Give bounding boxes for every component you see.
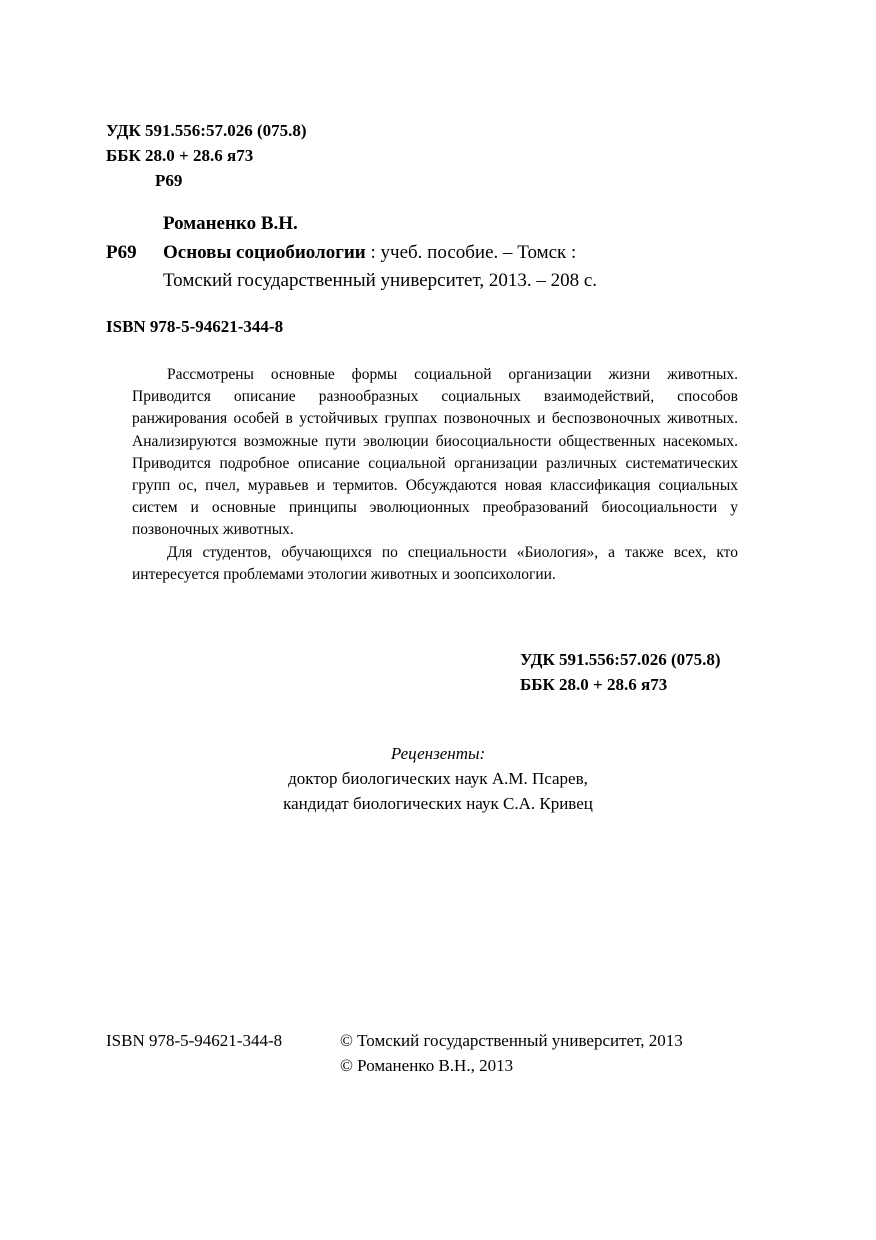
copyright-university: © Томский государственный университет, 2013	[340, 1031, 683, 1050]
bbk-code-repeat: ББК 28.0 + 28.6 я73	[520, 675, 668, 694]
bib-details: : учеб. пособие. – Томск :	[365, 242, 577, 263]
annotation-paragraph-1: Рассмотрены основные формы социальной организации жизни животных. Приводится описание разнообразных социальных взаимодействий, способов ранжирования особей в устойчивых группах позвоночных и беспозвоночных животных. Анализируются возможные пути эволюции биосоциальности общественных насекомых. Приводится подробное описание социальной организации различных систематических групп ос, пчел, муравьев и термитов. Обсуждаются новая классификация социальных систем и основные принципы эволюционных преобразований биосоциальности у позвоночных животных.	[132, 366, 738, 539]
author-mark: Р69	[155, 171, 183, 190]
udk-code-repeat: УДК 591.556:57.026 (075.8)	[520, 650, 721, 669]
bib-publisher-line: Томский государственный университет, 2013. – 208 с.	[163, 270, 598, 291]
footer-isbn: ISBN 978-5-94621-344-8	[106, 1031, 283, 1050]
reviewer-2: кандидат биологических наук С.А. Кривец	[283, 794, 593, 813]
bib-title-line	[163, 242, 576, 264]
bbk-code: ББК 28.0 + 28.6 я73	[106, 146, 254, 165]
reviewers-title: Рецензенты:	[390, 744, 486, 763]
book-title: Основы социобиологии	[163, 242, 366, 263]
author-mark-bib: Р69	[106, 242, 137, 263]
annotation	[132, 364, 738, 586]
isbn-bold: ISBN 978-5-94621-344-8	[106, 317, 284, 336]
annotation-paragraph-2: Для студентов, обучающихся по специальности «Биология», а также всех, кто интересуется проблемами этологии животных и зоопсихологии.	[132, 543, 738, 583]
author-name: Романенко В.Н.	[163, 213, 298, 234]
copyright-author: © Романенко В.Н., 2013	[340, 1056, 514, 1075]
reviewer-1: доктор биологических наук А.М. Псарев,	[288, 769, 588, 788]
udk-code: УДК 591.556:57.026 (075.8)	[106, 121, 307, 140]
